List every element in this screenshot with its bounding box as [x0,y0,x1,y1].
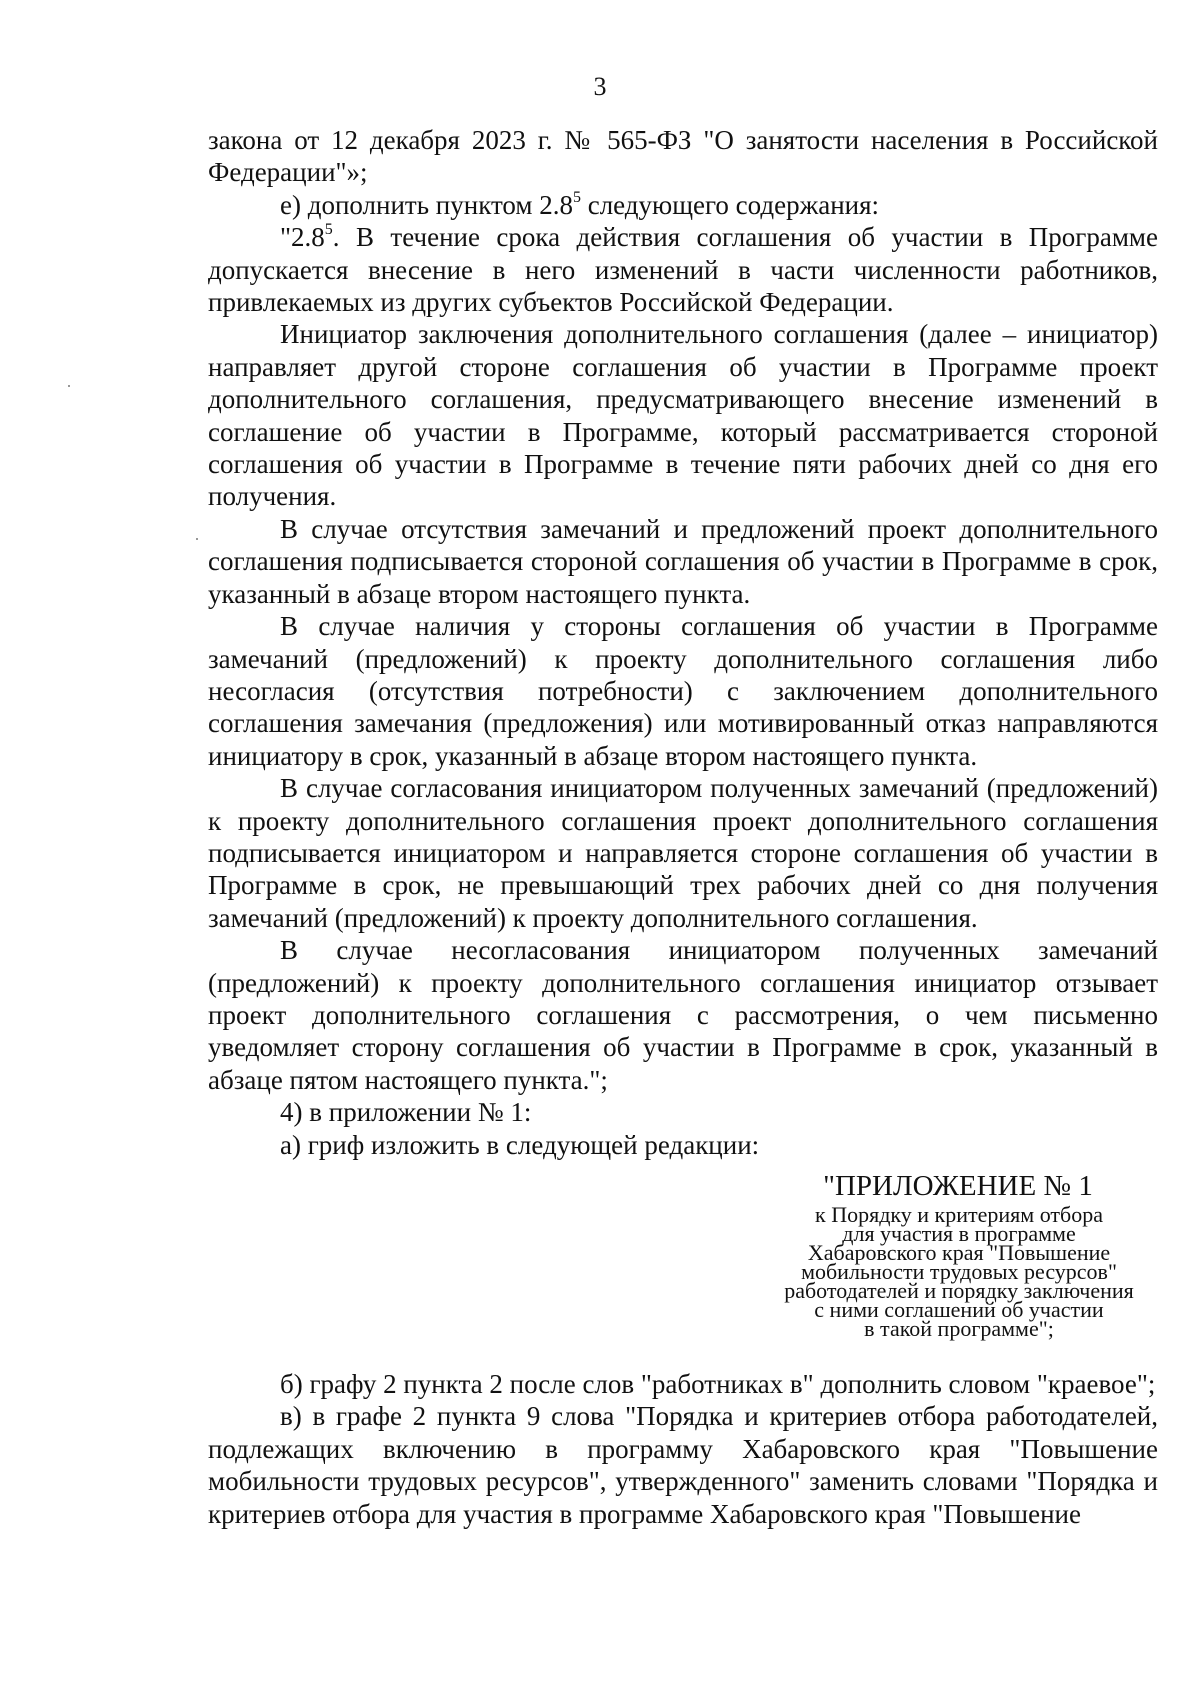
superscript: 5 [324,221,333,239]
page-number: 3 [593,72,607,101]
superscript: 5 [572,188,581,206]
annex-line: Хабаровского края "Повышение [807,1240,1111,1265]
text-run: "2.8 [280,222,325,253]
paragraph: В случае несогласования инициатором полученных замечаний (предложений) к проекту дополнительного соглашения инициатор отзывает проект дополнительного соглашения с рассмотрения, о чем письменно уведомляет сторону соглашения об участии в Программе в срок, указанный в абзаце пятом настоящего пункта."; [208,935,1158,1095]
paragraph: В случае наличия у стороны соглашения об участии в Программе замечаний (предложений) к проекту дополнительного соглашения либо несогласия (отсутствия потребности) с заключением дополнительного соглашения замечания (предложения) или мотивированный отказ направляются инициатору в срок, указанный в абзаце втором настоящего пункта. [208,611,1158,771]
annex-line: работодателей и порядку заключения [784,1278,1134,1303]
document-body [208,124,1158,1530]
annex-line: для участия в программе [842,1221,1076,1246]
paragraph: а) гриф изложить в следующей редакции: [280,1129,760,1160]
paragraph [208,221,1158,318]
scan-speck [196,538,198,540]
text-run: следующего содержания: [580,189,880,220]
paragraph: В случае отсутствия замечаний и предложений проект дополнительного соглашения подписывается стороной соглашения об участии в Программе в срок, указанный в абзаце втором настоящего пункта. [208,513,1158,609]
paragraph: б) графу 2 пункта 2 после слов "работниках в" дополнить словом "краевое"; [280,1369,1156,1399]
annex-line: в такой программе"; [864,1316,1054,1341]
paragraph: В случае согласования инициатором полученных замечаний (предложений) к проекту дополнительного соглашения проект дополнительного соглашения подписывается инициатором и направляется стороне соглашения об участии в Программе в срок, не превышающий трех рабочих дней со дня получения замечаний (предложений) к проекту дополнительного соглашения. [208,773,1158,933]
annex-subtitle [764,1202,1154,1341]
annex-line: с ними соглашений об участии [814,1297,1104,1322]
annex-line: мобильности трудовых ресурсов" [801,1259,1117,1284]
annex-line: к Порядку и критериям отбора [815,1202,1103,1227]
scan-speck [68,385,70,387]
text-run: . В течение срока действия соглашения об участии в Программе допускается внесение в него изменений в части численности работников, привлекаемых из других субъектов Российской Федерации. [208,222,1158,318]
annex-title: "ПРИЛОЖЕНИЕ № 1 [823,1170,1093,1202]
text-run: е) дополнить пунктом 2.8 [280,189,573,220]
paragraph: в) в графе 2 пункта 9 слова "Порядка и критериев отбора работодателей, подлежащих включению в программу Хабаровского края "Повышение мобильности трудовых ресурсов", утвержденного" заменить словами "Порядка и критериев отбора для участия в программе Хабаровского края "Повышение [208,1401,1158,1529]
paragraph: 4) в приложении № 1: [280,1097,532,1128]
paragraph [208,189,1158,221]
paragraph: Инициатор заключения дополнительного соглашения (далее – инициатор) направляет другой стороне соглашения об участии в Программе проект дополнительного соглашения, предусматривающего внесение изменений в соглашение об участии в Программе, который рассматривается стороной соглашения об участии в Программе в течение пяти рабочих дней со дня его получения. [208,319,1158,512]
spacer [208,1338,1158,1368]
annex-stamp [208,1170,1158,1341]
paragraph: закона от 12 декабря 2023 г. № 565-ФЗ "О занятости населения в Российской Федерации"»; [208,125,1158,188]
